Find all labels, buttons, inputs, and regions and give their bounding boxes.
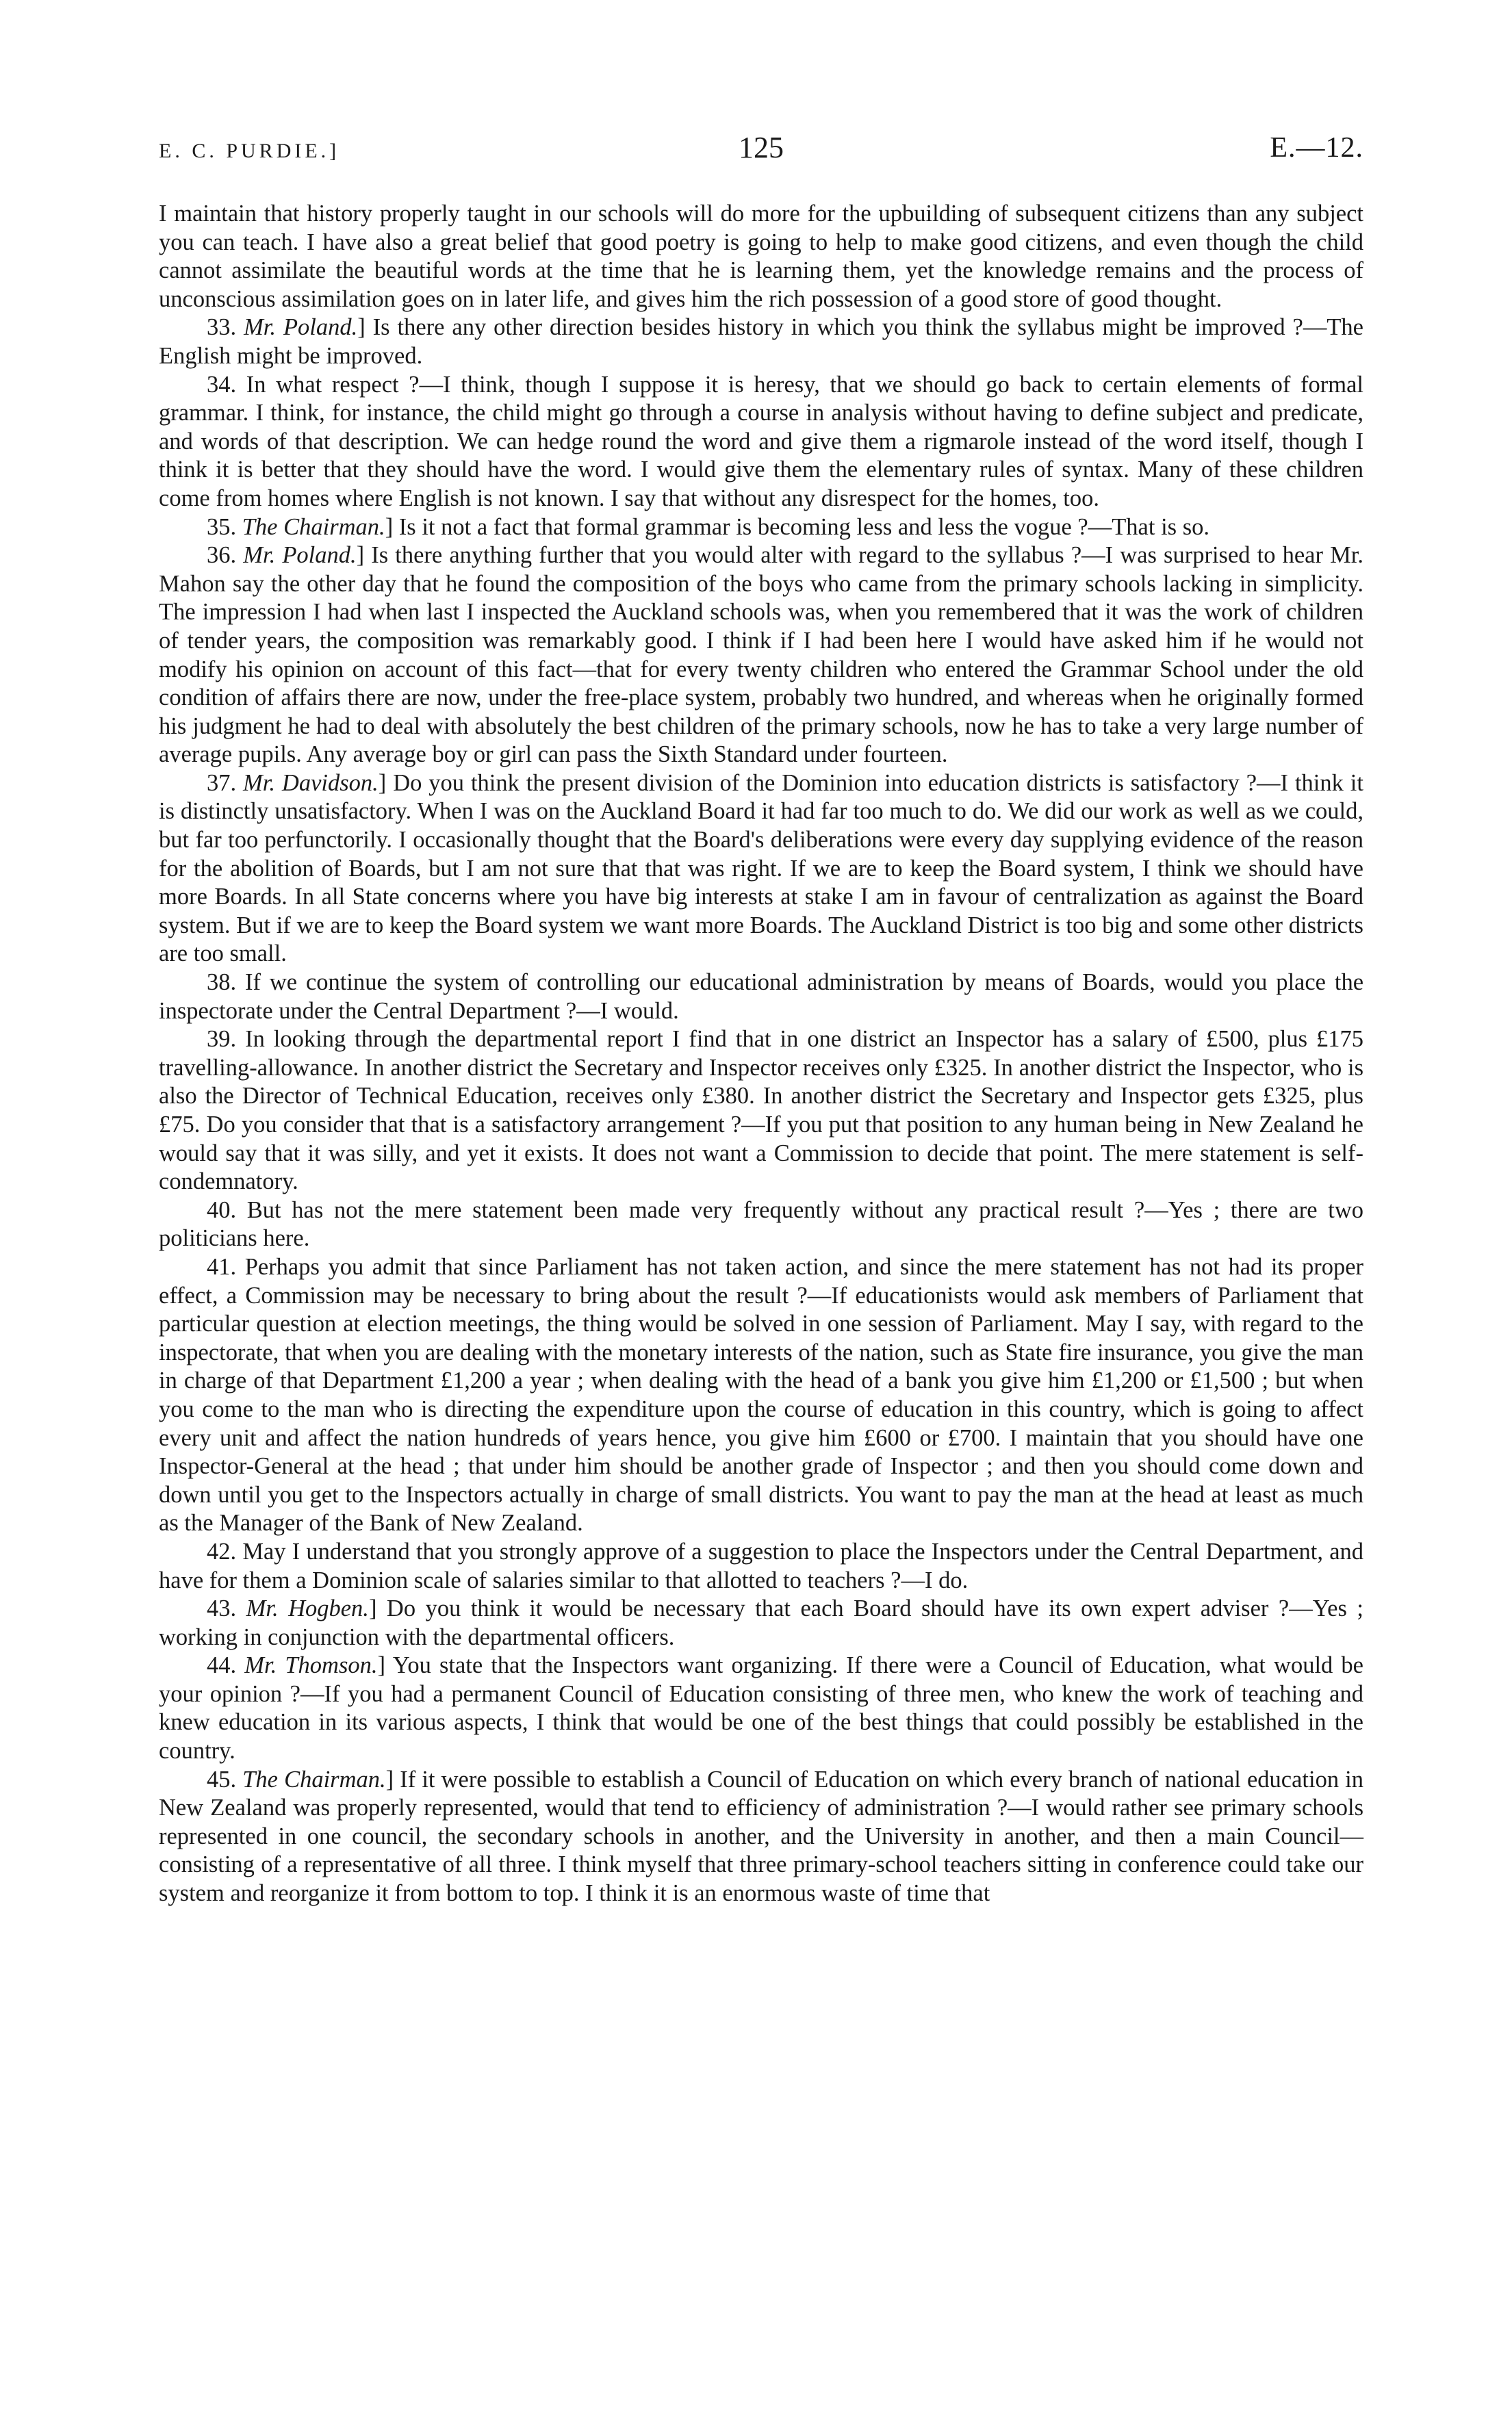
paragraph-39: 39. In looking through the departmental report I find that in one district an Inspector has a salary of £500, plus £175 travelling-allowance. In another district the Secretary and Inspector receives only £325. In another district the Inspector, who is also the Director of Technical Education, receives only £380. In another district the Secretary and Inspector gets £325, plus £75. Do you consider that that is a satisfactory arrangement ?—If you put that position to any human being in New Zealand he would say that it was silly, and yet it exists. It does not want a Commission to decide that point. The mere statement is self-condemnatory.: [159, 1026, 1363, 1195]
paragraph-35: 35. The Chairman.] Is it not a fact that formal grammar is becoming less and less the vogue ?—That is so.: [207, 513, 1210, 540]
question-number: 45.: [207, 1766, 237, 1793]
speaker-name: Mr. Davidson.: [243, 769, 379, 796]
paragraph-37: 37. Mr. Davidson.] Do you think the present division of the Dominion into education districts is satisfactory ?—I think it is distinctly unsatisfactory. When I was on the Auckland Board it had far too much to do. We did our work as well as we could, but far too perfunctorily. I occasionally thought that the Board's deliberations were every day supplying evidence of the reason for the abolition of Boards, but I am not sure that that was right. If we are to keep the Board system, I think we should have more Boards. In all State concerns where you have big interests at stake I am in favour of centralization as against the Board system. But if we are to keep the Board system we want more Boards. The Auckland District is too big and some other districts are too small.: [159, 769, 1363, 967]
paragraph-36: 36. Mr. Poland.] Is there anything further that you would alter with regard to the syllabus ?—I was surprised to hear Mr. Mahon say the other day that he found the composition of the boys who came from the primary schools lacking in simplicity. The impression I had when last I inspected the Auckland schools was, when you remembered that it was the work of children of tender years, the composition was remarkably good. I think if I had been here I would have asked him if he would not modify his opinion on account of this fact—that for every twenty children who entered the Grammar School under the old condition of affairs there are now, under the free-place system, probably two hundred, and whereas when he originally formed his judgment he had to deal with absolutely the best children of the primary schools, now he has to take a very large number of average pupils. Any average boy or girl can pass the Sixth Standard under fourteen.: [159, 542, 1363, 768]
speaker-name: Mr. Thomson.: [244, 1652, 378, 1679]
question-number: 44.: [207, 1652, 237, 1679]
question-number: 42.: [207, 1538, 237, 1565]
question-number: 38.: [207, 969, 237, 996]
question-number: 39.: [207, 1026, 237, 1053]
question-number: 34.: [207, 371, 237, 398]
question-number: 37.: [207, 769, 237, 796]
question-number: 40.: [207, 1196, 237, 1223]
paragraph-40: 40. But has not the mere statement been made very frequently without any practical result ?—Yes ; there are two politicians here.: [159, 1196, 1363, 1252]
speaker-name: The Chairman.: [242, 513, 385, 540]
page-number: 125: [739, 131, 784, 164]
question-number: 36.: [207, 542, 237, 569]
question-number: 33.: [207, 314, 237, 341]
paragraph-43: 43. Mr. Hogben.] Do you think it would be necessary that each Board should have its own expert adviser ?—Yes ; working in conjunction with the departmental officers.: [159, 1595, 1363, 1650]
paragraph-38: 38. If we continue the system of controlling our educational administration by means of Boards, would you place the inspectorate under the Central Department ?—I would.: [159, 969, 1364, 1024]
document-body: [159, 200, 1363, 1908]
paragraph-34: 34. In what respect ?—I think, though I suppose it is heresy, that we should go back to certain elements of formal grammar. I think, for instance, the child might go through a course in analysis without having to define subject and predicate, and words of that description. We can hedge round the word and give them a rigmarole instead of the word itself, though I think it is better that they should have the word. I would give them the elementary rules of syntax. Many of these children come from homes where English is not known. I say that without any disrespect for the homes, too.: [159, 371, 1364, 511]
document-reference: E.—12.: [1270, 132, 1363, 164]
paragraph-41: 41. Perhaps you admit that since Parliament has not taken action, and since the mere statement has not had its proper effect, a Commission may be necessary to bring about the result ?—If educationists would ask members of Parliament that particular question at election meetings, the thing would be solved in one session of Parliament. May I say, with regard to the inspectorate, that when you are dealing with the monetary interests of the nation, such as State fire insurance, you give the man in charge of that Department £1,200 a year ; when dealing with the head of a bank you give him £1,200 or £1,500 ; but when you come to the man who is directing the expenditure upon the course of education in this country, which is going to affect every unit and affect the nation hundreds of years hence, you give him £600 or £700. I maintain that you should have one Inspector-General at the head ; that under him should be another grade of Inspector ; and then you should come down and down until you get to the Inspectors actually in charge of small districts. You want to pay the man at the head at least as much as the Manager of the Bank of New Zealand.: [159, 1253, 1364, 1537]
page-header: [159, 130, 1363, 171]
speaker-name: Mr. Poland.: [244, 314, 358, 341]
paragraph-42: 42. May I understand that you strongly approve of a suggestion to place the Inspectors under the Central Department, and have for them a Dominion scale of salaries similar to that allotted to teachers ?—I do.: [159, 1538, 1364, 1593]
speaker-name: Mr. Poland.: [243, 542, 357, 569]
paragraph-44: 44. Mr. Thomson.] You state that the Inspectors want organizing. If there were a Council of Education, what would be your opinion ?—If you had a permanent Council of Education consisting of three men, who knew the work of teaching and knew education in its various aspects, I think that would be one of the best things that could possibly be established in the country.: [159, 1652, 1363, 1765]
paragraph-45: 45. The Chairman.] If it were possible to establish a Council of Education on which every branch of national education in New Zealand was properly represented, would that tend to efficiency of administration ?—I would rather see primary schools represented in one council, the secondary schools in another, and the University in another, and then a main Council—consisting of a representative of all three. I think myself that three primary-school teachers sitting in conference could take our system and reorganize it from bottom to top. I think it is an enormous waste of time that: [159, 1766, 1364, 1907]
question-number: 43.: [207, 1595, 237, 1622]
speaker-name: Mr. Hogben.: [246, 1595, 369, 1622]
speaker-name: The Chairman.: [242, 1766, 386, 1793]
witness-name-header: E. C. PURDIE.]: [159, 140, 340, 162]
question-number: 41.: [207, 1253, 237, 1280]
question-number: 35.: [207, 513, 237, 540]
paragraph-33: 33. Mr. Poland.] Is there any other direction besides history in which you think the syllabus might be improved ?—The English might be improved.: [159, 314, 1363, 369]
paragraph-continued: I maintain that history properly taught in our schools will do more for the upbuilding of subsequent citizens than any subject you can teach. I have also a great belief that good poetry is going to help to make good citizens, and even though the child cannot assimilate the beautiful words at the time that he is learning them, yet the knowledge remains and the process of unconscious assimilation goes on in later life, and gives him the rich possession of a good store of good thought.: [159, 201, 1363, 312]
